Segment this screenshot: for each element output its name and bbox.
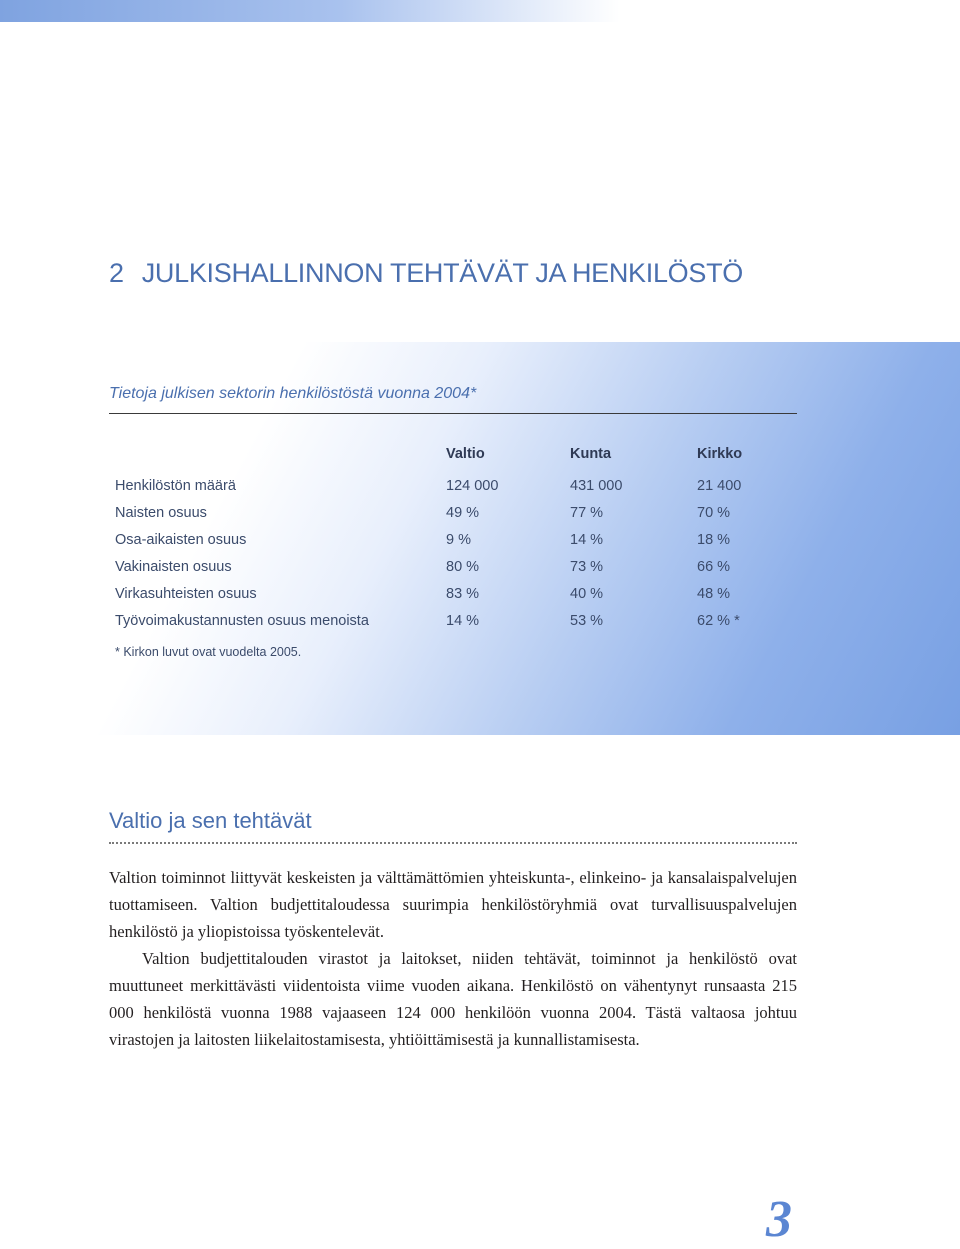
row-label: Työvoimakustannusten osuus menoista [115,612,369,629]
section-heading: Valtio ja sen tehtävät [109,808,312,833]
cell-kirkko: 62 % * [697,612,740,629]
chapter-number: 2 [109,258,124,288]
table-row [109,499,797,526]
chapter-heading [109,258,743,289]
cell-valtio: 9 % [446,531,471,548]
cell-kunta: 53 % [570,612,604,629]
column-header-kirkko: Kirkko [697,446,743,462]
column-header-valtio: Valtio [446,446,485,462]
cell-kirkko: 21 400 [697,477,742,494]
cell-kunta: 40 % [570,585,604,602]
row-label: Osa-aikaisten osuus [115,531,247,548]
table-row [109,472,797,499]
paragraph: Valtion toiminnot liittyvät keskeisten ja välttämättömien yhteiskunta-, elinkeino- ja kansalaispalvelujen tuottamiseen. Valtion budjettitaloudessa suurimpia henkilöstöryhmiä ovat turvallisuuspalvelujen henkilöstö ja yliopistoissa työskentelevät. [109,868,797,941]
row-label: Naisten osuus [115,504,207,521]
cell-kunta: 77 % [570,504,604,521]
table-row [109,580,797,607]
row-label: Vakinaisten osuus [115,558,232,575]
page-number: 3 [766,1191,792,1248]
row-label: Henkilöstön määrä [115,477,236,494]
body-text [109,864,797,1053]
cell-valtio: 49 % [446,504,480,521]
table-row [109,607,797,634]
cell-kunta: 14 % [570,531,604,548]
cell-kunta: 431 000 [570,477,623,494]
table-header-row [109,440,797,468]
cell-valtio: 83 % [446,585,480,602]
cell-kirkko: 48 % [697,585,731,602]
table-title-rule [109,413,797,414]
cell-kirkko: 66 % [697,558,731,575]
table-footnote: * Kirkon luvut ovat vuodelta 2005. [115,645,302,659]
top-decorative-strip [0,0,620,22]
table-header-blank [109,440,446,468]
personnel-table [109,440,797,634]
cell-kirkko: 70 % [697,504,731,521]
chapter-title: JULKISHALLINNON TEHTÄVÄT JA HENKILÖSTÖ [141,258,743,288]
table-title: Tietoja julkisen sektorin henkilöstöstä vuonna 2004* [109,385,477,402]
cell-kunta: 73 % [570,558,604,575]
paragraph: Valtion budjettitalouden virastot ja laitokset, niiden tehtävät, toiminnot ja henkilöstö ovat muuttuneet merkittävästi viidentoista viime vuoden aikana. Henkilöstö on vähentynyt runsaasta 215 000 henkilöstä vuonna 1988 vajaaseen 124 000 henkilöön vuonna 2004. Tästä valtaosa johtuu virastojen ja laitosten liikelaitostamisesta, yhtiöittämisestä ja kunnallistamisesta. [109,949,797,1049]
row-label: Virkasuhteisten osuus [115,585,257,602]
section-dotted-rule [109,842,797,844]
column-header-kunta: Kunta [570,446,612,462]
table-row [109,553,797,580]
cell-valtio: 80 % [446,558,480,575]
cell-kirkko: 18 % [697,531,731,548]
cell-valtio: 124 000 [446,477,499,494]
table-row [109,526,797,553]
cell-valtio: 14 % [446,612,480,629]
